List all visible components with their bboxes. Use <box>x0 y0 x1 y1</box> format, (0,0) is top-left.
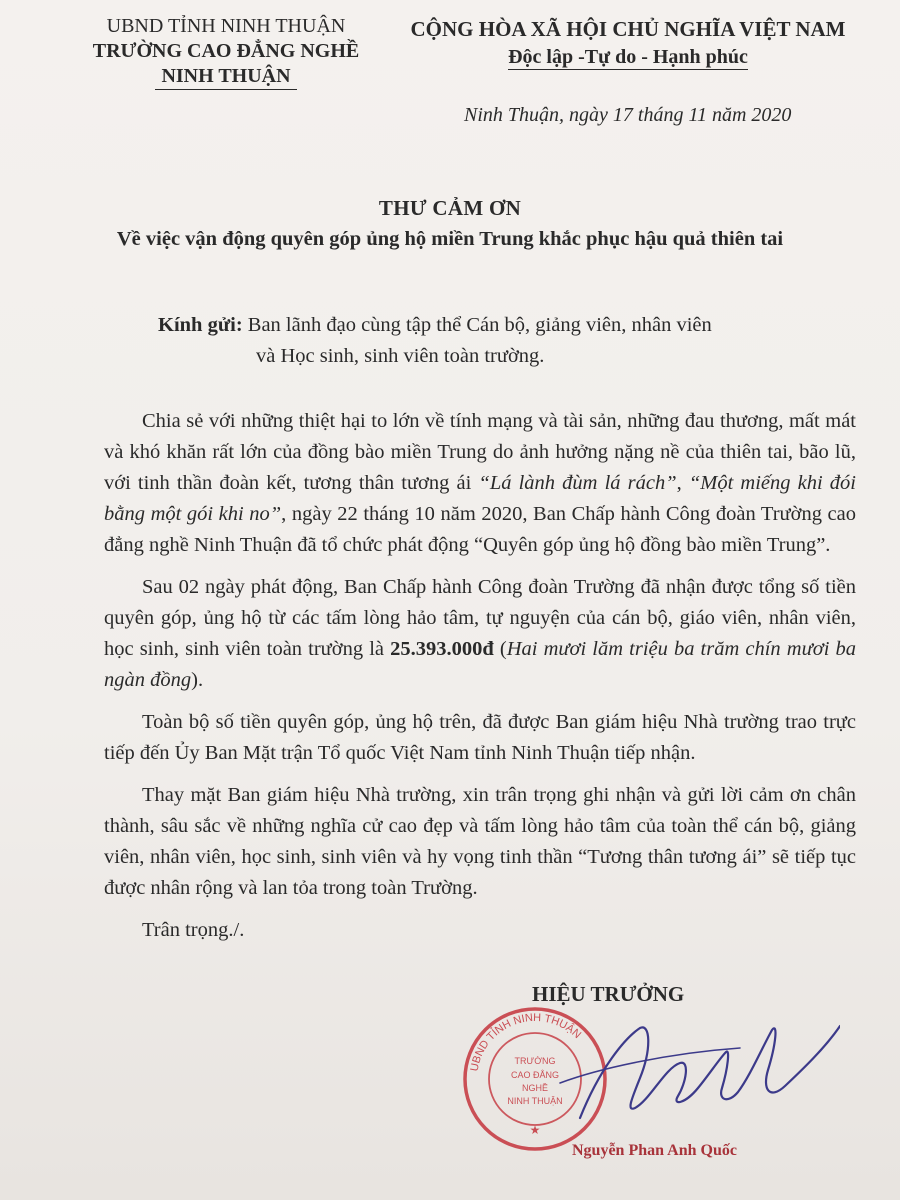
recipient-label: Kính gửi: <box>158 314 243 336</box>
handwritten-signature-icon <box>540 1008 840 1138</box>
donation-amount: 25.393.000đ <box>390 638 494 660</box>
p2-text-a: Sau 02 ngày phát động, Ban Chấp hành Công đoàn Trường đã nhận được tổng số tiền quyên góp, ủng hộ từ các tấm lòng hảo tâm, tự nguyện của cán bộ, giáo viên, nhân viên, học sinh, sinh viên toàn trường là <box>104 576 856 660</box>
closing-phrase: Trân trọng./. <box>142 919 245 941</box>
p2-text-c: ). <box>191 669 204 691</box>
signer-position: HIỆU TRƯỞNG <box>532 982 685 1006</box>
school-name-line2: NINH THUẬN <box>155 64 296 90</box>
p1-quote-2: “Một miếng khi đói bằng một gói khi no” <box>104 472 857 525</box>
seal-outer-text: UBND TỈNH NINH THUẬN <box>468 1011 584 1073</box>
seal-inner-line4: NINH THUẬN <box>507 1096 563 1106</box>
donation-amount-words: Hai mươi lăm triệu ba trăm chín mươi ba ngàn đồng <box>104 638 856 691</box>
p1-text-a: Chia sẻ với những thiệt hại to lớn về tính mạng và tài sản, những đau thương, mất mát và khó khăn rất lớn của đồng bào miền Trung do ảnh hưởng nặng nề của thiên tai, bão lũ, với tinh thần đoàn kết, tương thân tương ái <box>104 410 856 494</box>
seal-inner-line3: NGHỀ <box>521 1083 549 1093</box>
date-place: Ninh Thuận, ngày 17 tháng 11 năm 2020 <box>464 104 792 126</box>
paragraph-4: Thay mặt Ban giám hiệu Nhà trường, xin trân trọng ghi nhận và gửi lời cảm ơn chân thành, sâu sắc về những nghĩa cử cao đẹp và tấm lòng hảo tâm của toàn thể cán bộ, giảng viên, nhân viên, học sinh, sinh viên và hy vọng tinh thần “Tương thân tương ái” sẽ tiếp tục được nhân rộng và lan tỏa trong toàn Trường. <box>104 784 856 899</box>
document-title: THƯ CẢM ƠN <box>378 196 522 220</box>
p1-text-c: , ngày 22 tháng 10 năm 2020, Ban Chấp hành Công đoàn Trường cao đẳng nghề Ninh Thuận đã tổ chức phát động “Quyên góp ủng hộ đồng bào miền Trung”. <box>104 503 856 556</box>
issuing-organization <box>76 14 376 90</box>
national-motto: Độc lập -Tự do - Hạnh phúc <box>508 46 748 68</box>
letter-body <box>104 406 856 957</box>
nation-name: CỘNG HÒA XÃ HỘI CHỦ NGHĨA VIỆT NAM <box>410 17 846 41</box>
seal-inner-line2: CAO ĐẲNG <box>510 1070 560 1080</box>
signer-name: Nguyễn Phan Anh Quốc <box>572 1142 737 1159</box>
p2-text-b: ( <box>493 638 507 660</box>
paragraph-2 <box>104 572 856 696</box>
paragraph-3: Toàn bộ số tiền quyên góp, ủng hộ trên, đã được Ban giám hiệu Nhà trường trao trực tiếp đến Ủy Ban Mặt trận Tổ quốc Việt Nam tỉnh Ninh Thuận tiếp nhận. <box>104 711 856 764</box>
recipient-block <box>158 310 858 372</box>
p1-quote-1: “Lá lành đùm lá rách” <box>478 472 677 494</box>
seal-inner-line1: TRƯỜNG <box>514 1056 556 1066</box>
school-name-line1: TRƯỜNG CAO ĐẲNG NGHỀ <box>92 40 360 62</box>
national-heading <box>388 14 868 74</box>
recipient-line1: Ban lãnh đạo cùng tập thể Cán bộ, giảng viên, nhân viên <box>247 314 712 336</box>
parent-organization: UBND TỈNH NINH THUẬN <box>106 15 346 37</box>
signature-block <box>440 968 860 1188</box>
document-subtitle: Về việc vận động quyên góp ủng hộ miền Trung khắc phục hậu quả thiên tai <box>116 228 784 250</box>
p1-text-b: , <box>676 472 689 494</box>
svg-text:★: ★ <box>529 1123 541 1137</box>
recipient-line2: và Học sinh, sinh viên toàn trường. <box>256 345 545 367</box>
paragraph-1 <box>104 406 856 561</box>
